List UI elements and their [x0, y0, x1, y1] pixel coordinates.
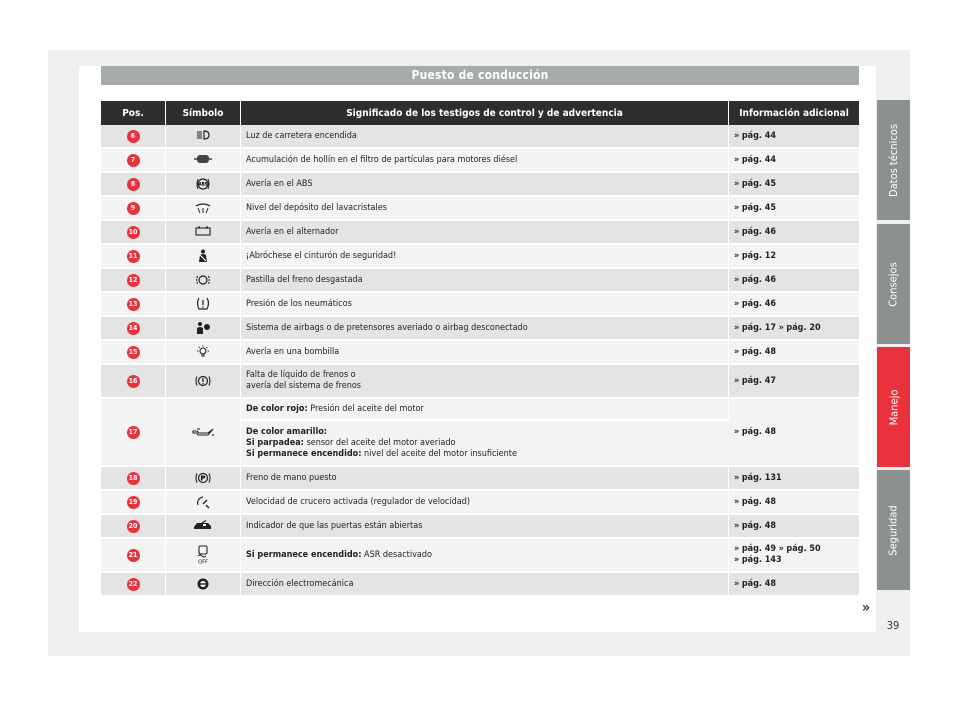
row-description: Dirección electromecánica	[241, 573, 729, 597]
asr-off-icon	[194, 551, 212, 565]
row-description: Luz de carretera encendida	[241, 125, 729, 149]
brake-pad-icon	[195, 276, 211, 286]
position-badge: 16	[127, 375, 140, 388]
row-description: Falta de líquido de frenos o avería del sistema de frenos	[241, 365, 729, 399]
position-badge: 8	[127, 178, 140, 191]
position-badge: 11	[127, 250, 140, 263]
table-row	[101, 539, 859, 573]
row-reference: » pág. 48	[729, 491, 859, 515]
header-symbol: Símbolo	[166, 101, 241, 125]
row-reference: » pág. 12	[729, 245, 859, 269]
row-description: Nivel del depósito del lavacristales	[241, 197, 729, 221]
door-open-icon	[193, 521, 213, 531]
tab-manejo[interactable]: Manejo	[877, 347, 910, 467]
position-badge: 22	[127, 578, 140, 591]
table-row	[101, 221, 859, 245]
table-row	[101, 515, 859, 539]
row-description: Sistema de airbags o de pretensores averiado o airbag desconectado	[241, 317, 729, 341]
table-row	[101, 269, 859, 293]
row-description: Si permanece encendido: ASR desactivado	[241, 539, 729, 573]
tab-datos-tecnicos[interactable]: Datos técnicos	[877, 100, 910, 220]
row-reference: » pág. 17 » pág. 20	[729, 317, 859, 341]
page-number: 39	[886, 619, 900, 632]
position-badge: 18	[127, 472, 140, 485]
parking-brake-icon	[195, 474, 211, 484]
table-row	[101, 573, 859, 597]
cruise-control-icon	[195, 498, 211, 508]
row-reference: » pág. 46	[729, 293, 859, 317]
battery-icon	[195, 227, 211, 237]
bulb-icon	[195, 348, 211, 358]
table-row	[101, 317, 859, 341]
tab-seguridad[interactable]: Seguridad	[877, 470, 910, 590]
row-reference: » pág. 48	[729, 341, 859, 365]
oil-pressure-icon	[191, 427, 215, 437]
row-reference: » pág. 45	[729, 173, 859, 197]
continue-mark: »	[862, 600, 871, 616]
page-title: Puesto de conducción	[101, 66, 859, 85]
position-badge: 9	[127, 202, 140, 215]
table-row	[101, 365, 859, 399]
row-description: Avería en el alternador	[241, 221, 729, 245]
row-reference: » pág. 46	[729, 269, 859, 293]
table-row	[101, 399, 859, 421]
header-pos: Pos.	[101, 101, 166, 125]
warning-lights-table	[101, 101, 859, 597]
row-description: Indicador de que las puertas están abiertas	[241, 515, 729, 539]
position-badge: 15	[127, 346, 140, 359]
position-badge: 19	[127, 496, 140, 509]
row-description: Freno de mano puesto	[241, 467, 729, 491]
header-meaning: Significado de los testigos de control y de advertencia	[241, 101, 729, 125]
steering-icon	[195, 580, 211, 590]
table-row	[101, 491, 859, 515]
table-row	[101, 245, 859, 269]
table-row	[101, 149, 859, 173]
asr-off-label: OFF	[198, 559, 208, 565]
row-description: Velocidad de crucero activada (regulador de velocidad)	[241, 491, 729, 515]
row-reference: » pág. 46	[729, 221, 859, 245]
row-reference: » pág. 48	[729, 573, 859, 597]
airbag-icon	[195, 324, 211, 334]
header-info: Información adicional	[729, 101, 859, 125]
table-row	[101, 341, 859, 365]
svg-text:P: P	[200, 474, 206, 483]
position-badge: 6	[127, 130, 140, 143]
seatbelt-icon	[197, 252, 209, 262]
position-badge: 17	[127, 426, 140, 439]
row-reference: » pág. 47	[729, 365, 859, 399]
row-description-red: De color rojo: Presión del aceite del motor	[241, 399, 729, 421]
row-description: ¡Abróchese el cinturón de seguridad!	[241, 245, 729, 269]
row-reference: » pág. 49 » pág. 50 » pág. 143	[729, 539, 859, 573]
row-description-yellow: De color amarillo: Si parpadea: sensor del aceite del motor averiado Si permanece encendido: nivel del aceite del motor insuficiente	[241, 421, 729, 467]
washer-fluid-icon	[194, 203, 212, 213]
table-row	[101, 125, 859, 149]
row-reference: » pág. 48	[729, 399, 859, 467]
row-description: Acumulación de hollín en el filtro de partículas para motores diésel	[241, 149, 729, 173]
row-description: Avería en el ABS	[241, 173, 729, 197]
row-description: Presión de los neumáticos	[241, 293, 729, 317]
brake-fluid-icon	[195, 377, 211, 387]
row-reference: » pág. 131	[729, 467, 859, 491]
table-row	[101, 173, 859, 197]
row-reference: » pág. 44	[729, 149, 859, 173]
tab-consejos[interactable]: Consejos	[877, 224, 910, 344]
position-badge: 13	[127, 298, 140, 311]
position-badge: 21	[127, 549, 140, 562]
row-reference: » pág. 44	[729, 125, 859, 149]
svg-text:ABS: ABS	[198, 181, 208, 187]
table-row	[101, 293, 859, 317]
table-row	[101, 467, 859, 491]
abs-icon	[196, 180, 210, 190]
table-row	[101, 197, 859, 221]
particle-filter-icon	[193, 155, 213, 165]
position-badge: 20	[127, 520, 140, 533]
position-badge: 12	[127, 274, 140, 287]
high-beam-icon	[196, 131, 210, 141]
position-badge: 7	[127, 154, 140, 167]
tire-pressure-icon	[195, 300, 211, 310]
row-description: Pastilla del freno desgastada	[241, 269, 729, 293]
position-badge: 10	[127, 226, 140, 239]
row-description: Avería en una bombilla	[241, 341, 729, 365]
position-badge: 14	[127, 322, 140, 335]
row-reference: » pág. 48	[729, 515, 859, 539]
table-header-row	[101, 101, 859, 125]
row-reference: » pág. 45	[729, 197, 859, 221]
